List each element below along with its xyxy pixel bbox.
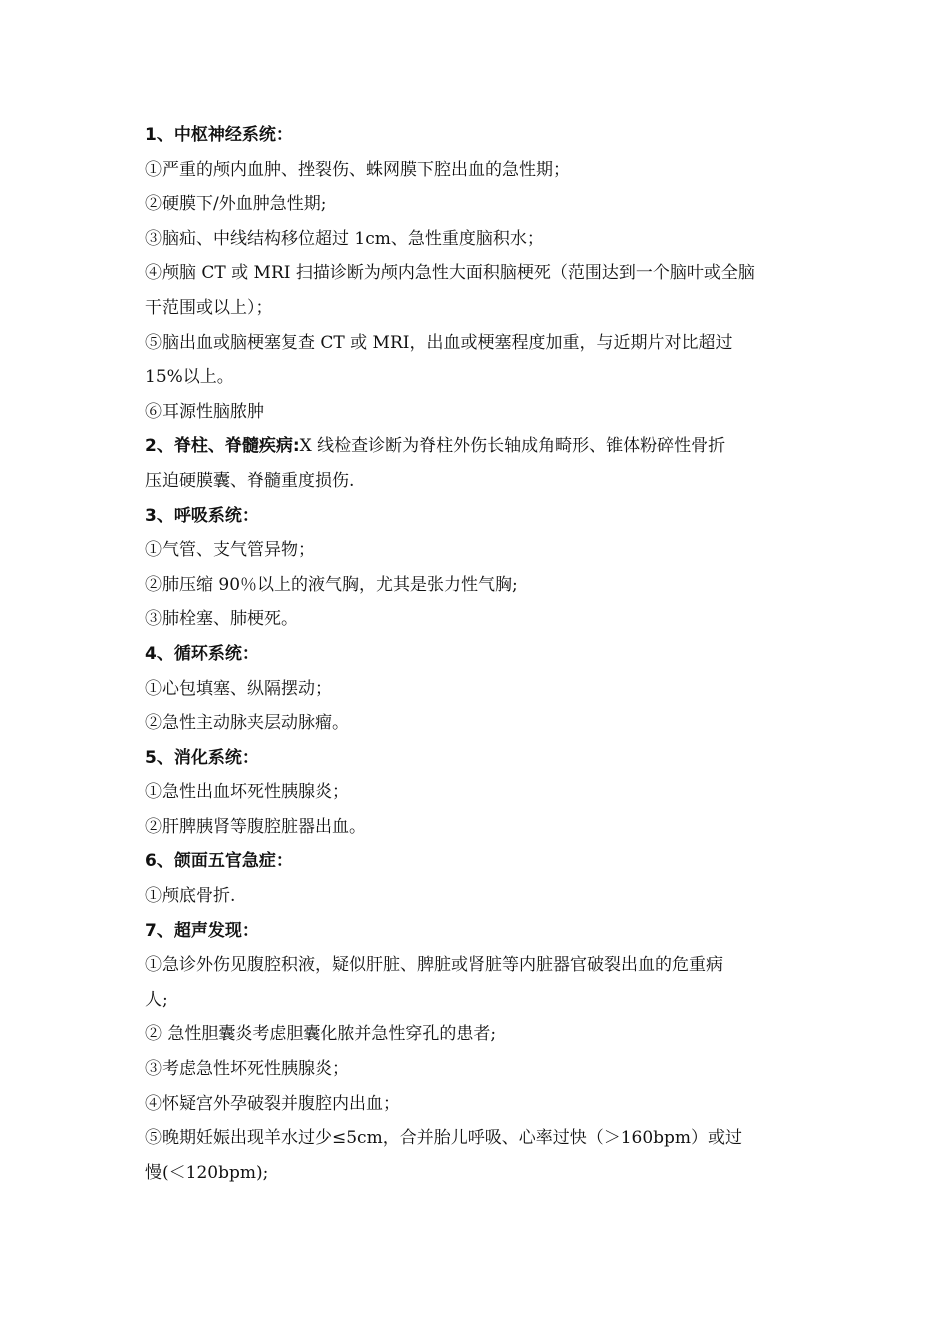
section-heading-circulatory: 4、循环系统：: [145, 643, 259, 664]
list-item-continuation: 慢(＜120bpm);: [145, 1162, 269, 1183]
list-item: ①急性出血坏死性胰腺炎；: [145, 782, 349, 803]
list-item: ④颅脑 CT 或 MRI 扫描诊断为颅内急性大面积脑梗死（范围达到一个脑叶或全脑: [145, 263, 755, 284]
list-item: ①颅底骨折.: [145, 886, 236, 907]
list-item: ①急诊外伤见腹腔积液，疑似肝脏、脾脏或肾脏等内脏器官破裂出血的危重病: [145, 955, 723, 976]
section-heading-cns: 1、中枢神经系统：: [145, 125, 293, 145]
list-item: ②急性主动脉夹层动脉瘤。: [145, 713, 349, 734]
section-heading-spine: 2、脊柱、脊髓疾病:: [145, 436, 300, 457]
list-item: ③肺栓塞、肺梗死。: [145, 609, 298, 630]
section-spine: [145, 429, 813, 464]
list-item: ①气管、支气管异物；: [145, 540, 315, 561]
list-item-continuation: 15%以上。: [145, 367, 234, 388]
list-item: ⑤脑出血或脑梗塞复查 CT 或 MRI，出血或梗塞程度加重，与近期片对比超过: [145, 332, 733, 353]
list-item: ①心包填塞、纵隔摆动；: [145, 678, 332, 699]
section-heading-maxillofacial: 6、颌面五官急症：: [145, 851, 293, 872]
list-item: ④怀疑宫外孕破裂并腹腔内出血；: [145, 1093, 400, 1114]
list-item: ①严重的颅内血肿、挫裂伤、蛛网膜下腔出血的急性期；: [145, 159, 570, 180]
list-item: ②肺压缩 90％以上的液气胸，尤其是张力性气胸;: [145, 574, 518, 595]
list-item-continuation: 人;: [145, 989, 168, 1010]
list-item: ③脑疝、中线结构移位超过 1cm、急性重度脑积水；: [145, 228, 544, 249]
list-item: ⑤晚期妊娠出现羊水过少≤5cm，合并胎儿呼吸、心率过快（＞160bpm）或过: [145, 1128, 743, 1149]
list-item: ③考虑急性坏死性胰腺炎；: [145, 1059, 349, 1080]
list-item-continuation: 干范围或以上）；: [145, 297, 273, 318]
section-heading-ultrasound: 7、超声发现：: [145, 920, 259, 941]
section-heading-digestive: 5、消化系统：: [145, 747, 259, 768]
list-item: ⑥耳源性脑脓肿: [145, 401, 264, 422]
section-spine-text: X 线检查诊断为脊柱外伤长轴成角畸形、锥体粉碎性骨折: [299, 436, 726, 457]
list-item: ② 急性胆囊炎考虑胆囊化脓并急性穿孔的患者;: [145, 1024, 497, 1045]
section-heading-respiratory: 3、呼吸系统：: [145, 505, 259, 526]
document-body: [145, 118, 813, 1190]
list-item: ②肝脾胰肾等腹腔脏器出血。: [145, 816, 366, 837]
list-item-continuation: 压迫硬膜囊、脊髓重度损伤.: [145, 470, 355, 491]
list-item: ②硬膜下/外血肿急性期;: [145, 194, 327, 215]
